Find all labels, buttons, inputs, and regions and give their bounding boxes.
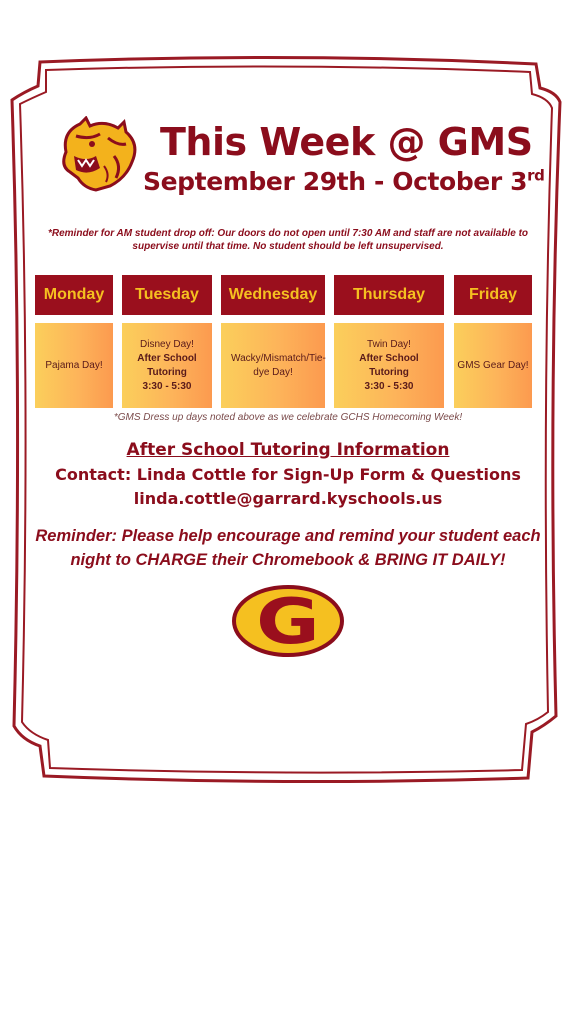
day-event: Twin Day! xyxy=(367,338,411,350)
day-cell-thursday xyxy=(334,323,444,408)
day-event-time: 3:30 - 5:30 xyxy=(142,380,192,392)
dress-up-note: *GMS Dress up days noted above as we celebrate GCHS Homecoming Week! xyxy=(113,412,463,423)
day-event: GMS Gear Day! xyxy=(457,359,529,371)
day-header-thursday: Thursday xyxy=(334,275,444,315)
tutoring-email: linda.cottle@garrard.kyschools.us xyxy=(133,489,443,508)
day-cell-monday xyxy=(35,323,113,408)
logo-letter: G xyxy=(256,585,320,657)
day-event: Wacky/Mismatch/Tie-dye Day! xyxy=(231,352,326,378)
dropoff-reminder: *Reminder for AM student drop off: Our doors do not open until 7:30 AM and staff are not available to supervise until that time. No student should be left unsupervised. xyxy=(47,228,529,252)
day-event: Pajama Day! xyxy=(45,359,103,371)
day-header-tuesday: Tuesday xyxy=(122,275,212,315)
page-title: This Week @ GMS xyxy=(160,120,533,164)
day-event-tutoring: After School Tutoring xyxy=(137,352,197,378)
day-header-monday: Monday xyxy=(35,275,113,315)
day-cell-wednesday xyxy=(221,323,325,408)
day-header-wednesday: Wednesday xyxy=(221,275,325,315)
garrard-g-logo xyxy=(232,585,344,657)
tutoring-contact: Contact: Linda Cottle for Sign-Up Form & Questions xyxy=(55,465,521,484)
day-cell-tuesday xyxy=(122,323,212,408)
day-event-tutoring: After School Tutoring xyxy=(359,352,419,378)
day-cell-friday xyxy=(454,323,532,408)
week-dates-text: September 29th - October 3 xyxy=(143,167,528,196)
day-event-time: 3:30 - 5:30 xyxy=(364,380,414,392)
week-dates-suffix: rd xyxy=(527,166,545,185)
week-dates xyxy=(143,167,544,196)
chromebook-reminder: Reminder: Please help encourage and remind your student each night to CHARGE their Chromebook & BRING IT DAILY! xyxy=(35,527,541,569)
day-event: Disney Day! xyxy=(140,338,194,350)
tiger-mascot-logo xyxy=(56,116,142,192)
day-header-friday: Friday xyxy=(454,275,532,315)
tutoring-heading: After School Tutoring Information xyxy=(126,440,450,460)
